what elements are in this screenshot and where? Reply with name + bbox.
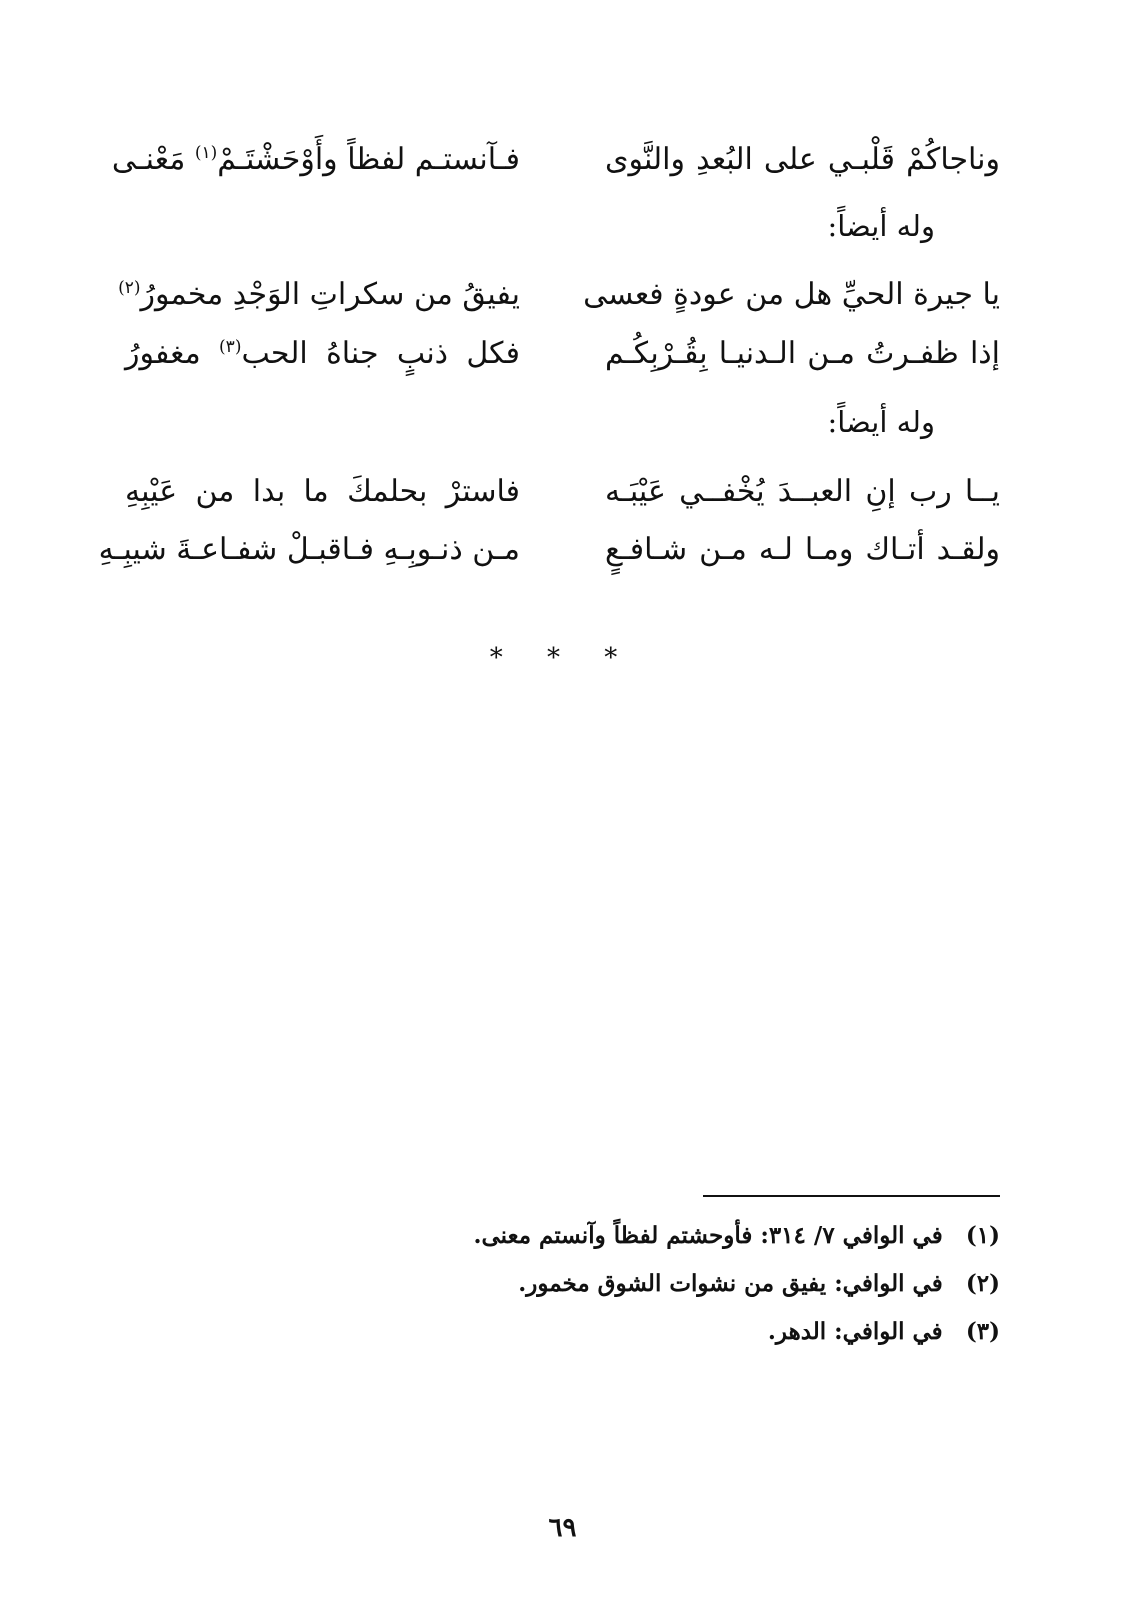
verse-second-hemistich: [125, 324, 520, 384]
hemistich-ending: مَعْنـى: [111, 142, 186, 177]
verse-first-hemistich: ولقـد أتـاك ومـا لـه مـن شـافـعٍ: [605, 532, 1000, 567]
verse-first-hemistich: يــا رب إنِ العبــدَ يُخْفــي عَيْبَـه: [605, 474, 1000, 509]
verse-line: [125, 460, 1000, 524]
verse-line: [125, 322, 1000, 386]
verse-second-hemistich: فاسترْ بحلمكَ ما بدا من عَيْبِهِ: [125, 474, 520, 509]
hemistich-text: فكل ذنبٍ جناهُ الحب: [241, 336, 520, 371]
verse-second-hemistich: [118, 265, 520, 325]
verse-second-hemistich: مـن ذنـوبِـهِ فـاقبـلْ شفـاعـةَ شيبِـهِ: [98, 532, 520, 567]
footnote-marker: (٢): [118, 278, 141, 298]
footnotes: [300, 1212, 1000, 1356]
hemistich-text: يفيقُ من سكراتِ الوَجْدِ مخمورُ: [140, 277, 520, 312]
footnote-divider: [703, 1195, 1000, 1197]
footnote-number: (٣): [965, 1318, 1000, 1345]
verse-first-hemistich: إذا ظفـرتُ مـن الـدنيـا بِقُـرْبِكُـم: [605, 336, 1000, 371]
footnote-marker: (٣): [219, 337, 242, 357]
section-separator: * * *: [489, 643, 636, 673]
footnote-text: في الوافي: يفيق من نشوات الشوق مخمور.: [518, 1270, 943, 1297]
footnote-text: في الوافي: الدهر.: [767, 1318, 943, 1345]
verse-line: [111, 128, 1000, 192]
hemistich-ending: مغفورُ: [125, 336, 201, 371]
page-number: ٦٩: [548, 1513, 577, 1543]
footnote: [300, 1212, 1000, 1260]
hemistich-text: فـآنستـم لفظاً وأَوْحَشْتَـمْ: [217, 142, 520, 177]
verse-line: [98, 518, 1000, 582]
footnote-text: في الوافي ٧/ ٣١٤: فأوحشتم لفظاً وآنستم معنى.: [473, 1222, 943, 1249]
verse-line: [118, 263, 1000, 327]
footnote-number: (١): [965, 1222, 1000, 1249]
verse-first-hemistich: يا جيرة الحيِّ هل من عودةٍ فعسى: [583, 277, 1000, 312]
footnote-number: (٢): [965, 1270, 1000, 1297]
verse-first-hemistich: وناجاكُمْ قَلْبـي على البُعدِ والنَّوى: [605, 142, 1000, 177]
footnote: [300, 1260, 1000, 1308]
poem-intro: وله أيضاً:: [827, 209, 935, 243]
footnote: [300, 1308, 1000, 1356]
footnote-marker: (١): [194, 143, 218, 163]
verse-second-hemistich: [111, 130, 520, 190]
poem-intro: وله أيضاً:: [827, 405, 935, 439]
